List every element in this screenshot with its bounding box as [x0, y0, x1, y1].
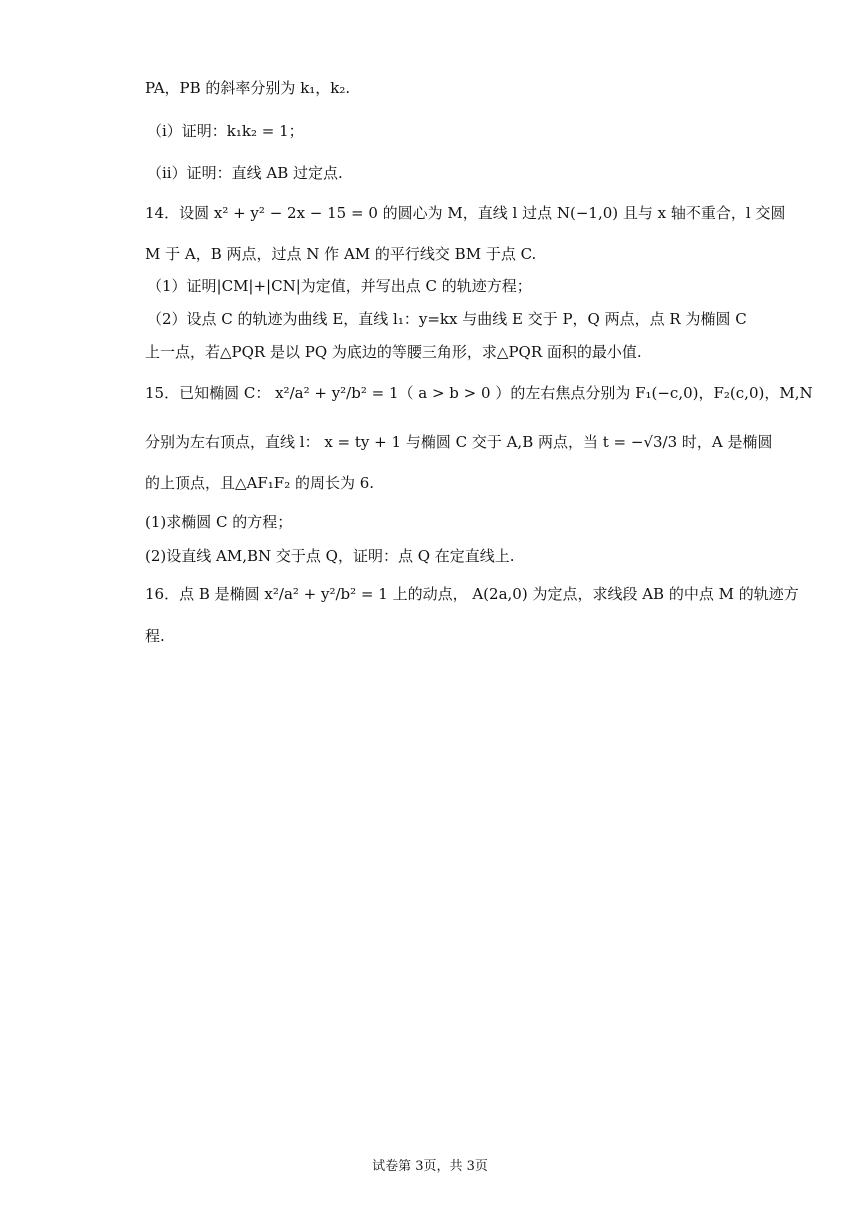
problem-15-part-1: (1)求椭圆 C 的方程；: [145, 513, 293, 531]
problem-14-part-2-line-2: 上一点，若△PQR 是以 PQ 为底边的等腰三角形，求△PQR 面积的最小值.: [145, 343, 642, 361]
text-line-1: PA，PB 的斜率分别为 k₁，k₂.: [145, 79, 351, 97]
problem-16-line-2: 程.: [145, 627, 165, 645]
problem-15-line-3: 的上顶点，且△AF₁F₂ 的周长为 6.: [145, 474, 375, 492]
text-line-3: （ii）证明：直线 AB 过定点.: [147, 164, 343, 182]
problem-15-line-2: 分别为左右顶点，直线 l： x = ty + 1 与椭圆 C 交于 A,B 两点，当 t = −√3/3 时，A 是椭圆: [145, 433, 773, 451]
page-footer: 试卷第 3页，共 3页: [372, 1159, 488, 1174]
problem-14-part-1: （1）证明|CM|+|CN|为定值，并写出点 C 的轨迹方程；: [147, 277, 532, 295]
problem-14-line-1: 14．设圆 x² + y² − 2x − 15 = 0 的圆心为 M，直线 l 过点 N(−1,0) 且与 x 轴不重合，l 交圆: [145, 204, 786, 222]
problem-14-part-2-line-1: （2）设点 C 的轨迹为曲线 E，直线 l₁：y=kx 与曲线 E 交于 P，Q 两点，点 R 为椭圆 C: [147, 310, 747, 328]
text-line-2: （i）证明：k₁k₂ = 1；: [147, 122, 304, 140]
problem-14-line-2: M 于 A，B 两点，过点 N 作 AM 的平行线交 BM 于点 C.: [145, 245, 537, 263]
problem-15-line-1: 15．已知椭圆 C： x²/a² + y²/b² = 1（ a > b > 0 ）的左右焦点分别为 F₁(−c,0)，F₂(c,0)，M,N: [145, 384, 813, 402]
problem-15-part-2: (2)设直线 AM,BN 交于点 Q，证明：点 Q 在定直线上.: [145, 547, 515, 565]
problem-16-line-1: 16．点 B 是椭圆 x²/a² + y²/b² = 1 上的动点， A(2a,0) 为定点，求线段 AB 的中点 M 的轨迹方: [145, 585, 799, 603]
